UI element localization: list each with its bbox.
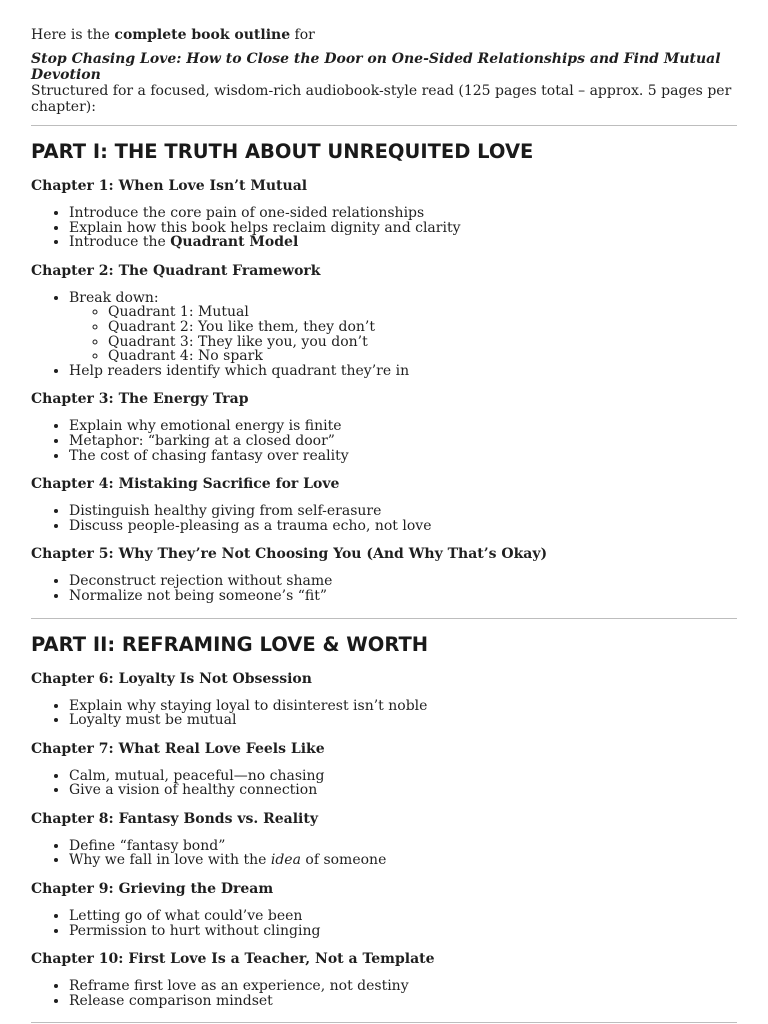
list-item: • Explain how this book helps reclaim dignity and clarity [69,221,737,236]
item-bold-text: Quadrant Model [170,234,299,251]
bullet-list [31,504,737,533]
divider [31,125,737,126]
sub-list-item: ◦ Quadrant 1: Mutual [108,305,737,320]
list-item: • Explain why staying loyal to disinterest isn’t noble [69,699,737,714]
sub-list-item: ◦ Quadrant 2: You like them, they don’t [108,320,737,335]
item-text: of someone [300,852,387,869]
bullet-list [31,574,737,603]
list-item: • Loyalty must be mutual [69,713,737,728]
sub-list [69,305,737,363]
list-item [69,291,737,364]
divider [31,618,737,619]
sub-list-item: ◦ Quadrant 3: They like you, you don’t [108,335,737,350]
chapter-title: Chapter 3: The Energy Trap [31,391,249,408]
chapter-title: Chapter 1: When Love Isn’t Mutual [31,178,308,194]
list-item: • The cost of chasing fantasy over reality [69,449,737,464]
part-heading: PART I: THE TRUTH ABOUT UNREQUITED LOVE [31,140,534,163]
bullet-list [31,419,737,463]
bullet-list [31,206,737,250]
chapter-title: Chapter 9: Grieving the Dream [31,881,274,898]
chapter-title: Chapter 8: Fantasy Bonds vs. Reality [31,810,318,827]
bullet-list [31,979,737,1008]
list-item: • Calm, mutual, peaceful—no chasing [69,769,737,784]
list-item: • Metaphor: “barking at a closed door” [69,434,737,449]
item-text: Break down: [69,289,159,306]
chapter-title: Chapter 10: First Love Is a Teacher, Not a Template [31,951,435,968]
intro-line [31,27,737,43]
list-item: • Release comparison mindset [69,994,737,1009]
item-italic-text: idea [270,852,301,869]
chapter-title: Chapter 5: Why They’re Not Choosing You (And Why That’s Okay) [31,546,548,563]
sub-list-item: ◦ Quadrant 4: No spark [108,349,737,364]
list-item: • Help readers identify which quadrant they’re in [69,364,737,379]
chapter-title: Chapter 6: Loyalty Is Not Obsession [31,670,312,687]
part-heading: PART II: REFRAMING LOVE & WORTH [31,632,429,656]
intro-bold-text: complete book outline [114,27,291,43]
list-item: • Distinguish healthy giving from self-erasure [69,504,737,519]
intro-text: Here is the [31,27,115,43]
bullet-list [31,699,737,728]
list-item [69,853,737,868]
chapter-title: Chapter 2: The Quadrant Framework [31,262,321,279]
divider [31,1022,737,1023]
list-item: • Deconstruct rejection without shame [69,574,737,589]
intro [31,27,737,115]
item-text: Introduce the [69,234,171,251]
list-item: • Discuss people-pleasing as a trauma echo, not love [69,519,737,534]
list-item: • Define “fantasy bond” [69,839,737,854]
intro-text: for [290,27,315,43]
bullet-list [31,909,737,938]
bullet-list [31,769,737,798]
list-item: • Permission to hurt without clinging [69,924,737,939]
chapter-title: Chapter 4: Mistaking Sacrifice for Love [31,476,340,493]
list-item: • Explain why emotional energy is finite [69,419,737,434]
chapter-title: Chapter 7: What Real Love Feels Like [31,740,325,757]
item-text: Why we fall in love with the [69,852,271,869]
structure-note: Structured for a focused, wisdom-rich audiobook-style read (125 pages total – approx. 5 pages per chapter): [31,83,732,115]
bullet-list [31,291,737,379]
bullet-list [31,839,737,868]
list-item: • Introduce the core pain of one-sided relationships [69,206,737,221]
list-item [69,235,737,250]
list-item: • Reframe first love as an experience, not destiny [69,979,737,994]
list-item: • Give a vision of healthy connection [69,783,737,798]
list-item: • Letting go of what could’ve been [69,909,737,924]
book-title: Stop Chasing Love: How to Close the Door on One-Sided Relationships and Find Mutual Devotion [31,51,721,83]
list-item: • Normalize not being someone’s “fit” [69,589,737,604]
